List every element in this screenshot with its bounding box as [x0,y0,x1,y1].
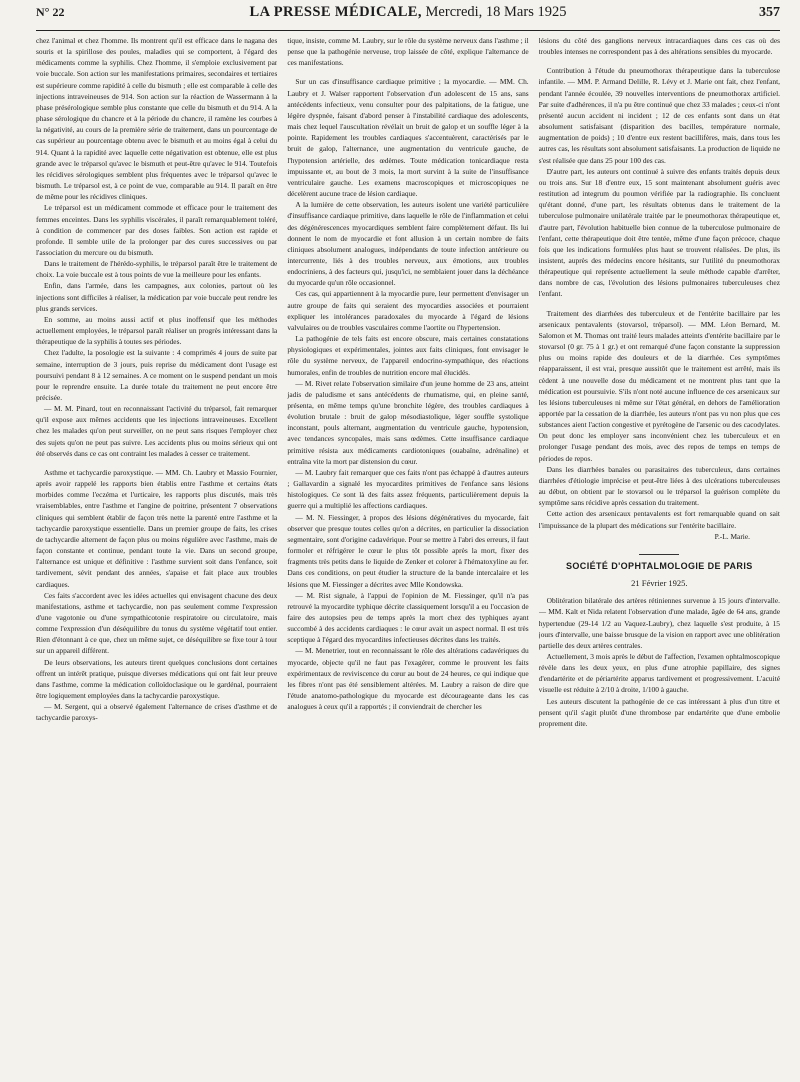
paragraph: Les auteurs discutent la pathogénie de ce cas intéressant à plus d'un titre et pensent qu'il s'agit plutôt d'une thrombose par endartérite que d'une embolie proprement dite. [538,696,780,728]
paragraph: La pathogénie de tels faits est encore obscure, mais certaines constatations physiologiques et expérimentales, jointes aux faits cliniques, font envisager le rôle du système nerveux, de l'appareil endocrino-sympathique, des réactions humorales, enfin de troubles de nutrition encore mal élucidés. [287,334,529,377]
page-number: 357 [759,5,780,20]
paragraph: chez l'animal et chez l'homme. Ils montrent qu'il est efficace dans le nagana des souris et la spirillose des poules, maladies qui se comportent, à l'égard des médicaments comme la syphilis. Chez l'homme, il s'emploie exclusivement par voie buccale. Son action sur les manifestations primaires, secondaires et tertiaires est supérieure comme rapidité à celle du bismuth ; elle est comparable à celle des injections intraveineuses de 914. Son action sur la réaction de Wassermann à la phase présérologique semble plus constante que celle du bismuth et du 914. A la phase sérologique du chancre et à la période du chancre, il ramène les courbes à la négativité, au cours de la première série de traitement, dans un pourcentage de cas supérieur au pourcentage obtenu avec le bismuth et au moins égal à celui du 914. Quant à la rapidité avec laquelle cette négativation est obtenue, elle est plus grande avec le tréparsol qu'avec le bismuth et peut-être qu'avec le 914. Toutefois les récidives sérologiques semblent plus fréquentes avec le tréparsol qu'avec le bismuth. Le tréparsol est, à ce point de vue, comparable au 914. Il paraît en être de même pour les récidives cliniques. [36,36,278,202]
section-date: 21 Février 1925. [631,578,688,589]
paragraph: — M. Rivet relate l'observation similaire d'un jeune homme de 23 ans, atteint jadis de paludisme et sans antécédents de rhumatisme, qui, en pleine santé, présenta, en même temps qu'une bronchite légère, des troubles cardiaques à évolution brutale : bruit de galop mésodiastolique, léger souffle systolique inconstant, pouls alternant, augmentation du ventricule gauche, hypotension, avec tendances syncopales, mais sans œdèmes. Cette insuffisance cardiaque primitive résista aux médicaments cardiotoniques (ouabaïne, adrénaline) et entraîna vite la mort par distension du cœur. [287,378,529,466]
paragraph: lésions du côté des ganglions nerveux intracardiaques dans ces cas où des troubles intenses ne correspondent pas à des altérations sensibles du myocarde. [538,36,780,57]
paragraph: — M. N. Fiessinger, à propos des lésions dégénératives du myocarde, fait observer que presque toutes celles qu'on a décrites, en particulier la dissociation segmentaire, sont d'origine cadavérique. Pour se mettre à l'abri des erreurs, il faut formoler et réfrigérer le cœur le plus tôt possible après la mort, fixer des fragments très petits dans le liquide de Zenker et colorer à l'hématoxyline au fer. Dans ces conditions, on peut étudier la structure de la bande intercalaire et les lésions que M. Fiessinger a décrites avec Mlle Kondowska. [287,512,529,589]
paragraph: De leurs observations, les auteurs tirent quelques conclusions dont certaines offrent un intérêt pratique, puisque diverses médications qui ont fait leur preuve dans l'asthme, comme la médication colloïdoclasique ou le gardénal, pourraient être logiquement employées dans la tachycardie paroxystique. [36,657,278,701]
paragraph-gap [539,300,780,308]
paragraph: Enfin, dans l'armée, dans les campagnes, aux colonies, partout où les injections sont difficiles à réaliser, la médication par voie buccale peut rendre les plus grands services. [36,281,278,313]
paragraph: Sur un cas d'insuffisance cardiaque primitive ; la myocardie. — MM. Ch. Laubry et J. Walser rapportent l'observation d'un adolescent de 15 ans, sans antécédents infectieux, venu consulter pour des palpitations, de la fatigue, une légère dyspnée, faisant d'abord penser à l'instabilité cardiaque des adolescents, mais chez lequel l'auscultation révélait un bruit de galop et un souffle léger à la pointe. Rapidement les troubles cardiaques s'accentuèrent, caractérisés par le bruit de galop, l'alternance, une augmentation du ventricule gauche, de l'hypotension artérielle, des œdèmes. Toute médication tonicardiaque resta impuissante et, au bout de 3 mois, la mort survint à la suite de l'insuffisance ventriculaire gauche. Les examens macroscopiques et microscopiques ne décelèrent aucune trace de lésion cardiaque. [287,77,529,199]
paragraph: D'autre part, les auteurs ont continué à suivre des enfants traités depuis deux ou trois ans. Sur 18 d'entre eux, 15 sont maintenant absolument guéris avec restitution ad integrum du poumon vérifiée par la radiographie. Ils concluent qu'étant donné, d'une part, les résultats obtenus dans le traitement de la tuberculose pulmonaire unilatérale traitée par le pneumothorax thérapeutique et, d'autre part, l'évolution habituelle bien connue de la tuberculose pulmonaire de l'enfant, cette thérapeutique doit être tentée, même d'une façon précoce, chaque fois que les indications formulées plus haut se trouvent réalisées. De plus, ils insistent, auprès des médecins encore hésitants, sur l'utilité du pneumothorax thérapeutique qui représente actuellement la seule méthode capable d'arrêter, dans nombre de cas, l'évolution des lésions pulmonaires tuberculeuses chez l'enfant. [538,166,780,299]
paragraph: Cette action des arsenicaux pentavalents est fort remarquable quand on sait l'impuissance de la plupart des médications sur l'entérite bacillaire. [538,509,780,530]
masthead [96,4,720,21]
paragraph-gap [287,68,528,76]
section-title: SOCIÉTÉ D'OPHTALMOLOGIE DE PARIS [566,560,753,571]
paragraph: — M. Rist signale, à l'appui de l'opinion de M. Fiessinger, qu'il n'a pas retrouvé la myocardite typhique décrite classiquement lorsqu'il a eu l'occasion de faire des autopsies peu de temps après la mort chez des typhiques ayant succombé à des accidents cardiaques : le cœur avait un aspect normal. Il est très sceptique à l'égard des myocardites infectieuses décrites dans les traités. [287,590,529,645]
paragraph: — M. M. Pinard, tout en reconnaissant l'activité du tréparsol, fait remarquer qu'il expose aux mêmes accidents que les injections intraveineuses. Excellent chez les malades qu'on peut surveiller, on ne peut sans risques l'employer chez des sujets qu'on ne peut pas suivre. Les accidents plus ou moins sérieux qui ont été observés dans ce cas ont contraint les malades à cesser ce traitement. [36,404,278,458]
paragraph: Dans les diarrhées banales ou parasitaires des tuberculeux, dans certaines diarrhées d'étiologie imprécise et peut-être liées à des ulcérations tuberculeuses au début, on obtient par le stovarsol ou le tréparsol la guérison complète du symptôme sans récidive après cessation du traitement. [538,464,780,508]
paragraph-gap [539,57,780,65]
paragraph: Traitement des diarrhées des tuberculeux et de l'entérite bacillaire par les arsenicaux pentavalents (stovarsol, tréparsol). — MM. Léon Bernard, M. Salomon et M. Thomas ont traité leurs malades atteints d'entérite bacillaire par le stovarsol (0 gr. 75 à 1 gr.) et ont remarqué d'une façon constante la suppression plus ou moins rapide des douleurs et de la diarrhée. Ces symptômes réapparaissent, il est vrai, presque aussitôt que le traitement est arrêté, mais ils cèdent à une nouvelle dose du médicament et ne montrent plus tant que la médication est poursuivie. S'ils n'ont noté aucune influence de ces arsenicaux sur les lésions tuberculeuses ni même sur l'état général, en dehors de l'amélioration apportée par la cessation de la diarrhée, les auteurs n'ont pas vu non plus que ces substances aient l'action congestive et pyrétogène de l'arsenic ou des cacodylates. On peut donc les employer sans inconvénient chez les tuberculeux et en prolonger l'usage pendant des mois, avec des repos de temps en temps de périodes de repos. [538,308,780,463]
issue-number: N° 22 [36,5,65,19]
paragraph: Ces cas, qui appartiennent à la myocardie pure, leur permettent d'envisager un autre groupe de faits qui seraient des myocardies associées et pourraient expliquer les intolérances paradoxales du myocarde à l'égard de lésions valvulaires ou de troubles vasculaires comme l'aortite ou l'hypertension. [287,289,529,332]
issue-date: Mercredi, 18 Mars 1925 [425,4,567,20]
journal-title: LA PRESSE MÉDICALE, [249,4,422,20]
page-header [36,4,780,31]
paragraph: Chez l'adulte, la posologie est la suivante : 4 comprimés 4 jours de suite par semaine, interruption de 3 jours, puis reprise du médicament dont l'usage est poursuivi pendant 8 à 12 semaines. A ce moment on le suspend pendant un mois pour le reprendre ensuite. La durée totale du traitement ne peut encore être précisée. [36,348,278,402]
column-left [36,35,277,1079]
paragraph: Dans le traitement de l'hérédo-syphilis, le tréparsol paraît être le traitement de choix. La voie buccale est à tous points de vue la meilleure pour les enfants. [36,259,278,280]
paragraph: tique, insiste, comme M. Laubry, sur le rôle du système nerveux dans l'asthme ; il pense que la pathogénie nerveuse, trop laissée de côté, explique l'alternance de ces manifestations. [287,36,529,68]
paragraph: Contribution à l'étude du pneumothorax thérapeutique dans la tuberculose infantile. — MM. P. Armand Delille, R. Lévy et J. Marie ont fait, chez l'enfant, pendant l'année écoulée, 39 nouvelles interventions de pneumothorax artificiel. Par suite d'adhérences, il n'a pu être continué que chez 33 malades ; ceux-ci n'ont présenté aucun accident ni incident ; 12 de ces enfants sont dans un état absolument satisfaisant (disparition des bacilles, température normale, augmentation de poids) ; 10 d'entre eux restent bacillifères, mais, dans tous les autres cas, les résultats sont absolument satisfaisants. La production de liquide ne s'est réalisée que dans 25 pour 100 des cas. [538,66,780,165]
paragraph: Asthme et tachycardie paroxystique. — MM. Ch. Laubry et Massio Fournier, après avoir rappelé les rapports bien établis entre l'asthme et certains états morbides comme l'eczéma et l'urticaire, les rapports plus discutés, mais très vraisemblables, entre l'asthme et l'angine de poitrine, présentent 7 observations cliniques qui semblent établir de façon très nette la parenté entre l'asthme et la tachycardie paroxystique essentielle. Dans un premier groupe de faits, les crises de tachycardie alternent de façon plus ou moins régulière avec l'asthme, mais de façon constante et continue, pendant toute la vie. Dans un second groupe, l'alternance est unique et définitive : l'asthme survient soit dans l'enfance, soit tardivement, sévit pendant des années, s'apaise et fait place aux troubles cardiaques. [36,467,278,589]
paragraph: — M. Laubry fait remarquer que ces faits n'ont pas échappé à d'autres auteurs ; Gallavardin a signalé les myocardites primitives de l'enfance sans lésions histologiques. Ce sont là des faits assez fréquents, particulièrement depuis la guerre qui a multiplié les affections cardiaques. [287,467,529,511]
column-right [539,35,780,1079]
section-divider [639,554,679,555]
paragraph: Ces faits s'accordent avec les idées actuelles qui envisagent chacune des deux manifestations, asthme et tachycardie, non pas seulement comme l'expression d'une vagotonie ou d'une sympathicotonie respiratoire ou circulatoire, mais comme l'expression d'un déséquilibre du tonus du système végétatif tout entier. Rien d'étonnant à ce que, chez un même sujet, ce déséquilibre se fixe tour à tour sur un appareil différent. [36,590,278,656]
paragraph-gap [36,459,277,467]
paragraph: Actuellement, 3 mois après le début de l'affection, l'examen ophtalmoscopique révèle dans les deux yeux, en plus d'une atrophie papillaire, des signes d'endartérite et de périartérite apparus tardivement et progressivement. L'acuité visuelle est réduite à 2/10 à droite, 1/100 à gauche. [538,651,780,695]
paragraph: — M. Menetrier, tout en reconnaissant le rôle des altérations cadavériques du myocarde, objecte qu'il ne faut pas l'exagérer, comme le prouvent les faits expérimentaux de reviviscence du cœur au bout de 24 heures, ce qui indique que les fibres n'ont pas été sensiblement altérées. M. Laubry a raison de dire que l'étude anatomo-pathologique du myocarde est décourageante dans les cas analogues à ceux qu'il a rapportés ; il conviendrait de chercher les [287,646,529,712]
text-columns [36,35,780,1079]
paragraph: — M. Sergent, qui a observé également l'alternance de crises d'asthme et de tachycardie paroxys- [36,702,278,723]
paragraph: Oblitération bilatérale des artères rétiniennes survenue à 15 jours d'intervalle. — MM. Kalt et Nida relatent l'observation d'une malade, âgée de 64 ans, grande hypertendue (29-14 1/2 au Vaquez-Laubry), chez laquelle s'est produite, à 15 jours d'intervalle, une baisse brusque de la vision en rapport avec une oblitération partielle des deux artères centrales. [538,596,780,650]
author-signature: P.-L. Marie. [714,531,750,541]
column-middle [287,35,528,1079]
paragraph: En somme, au moins aussi actif et plus inoffensif que les méthodes actuellement employées, le tréparsol paraît réaliser un progrès intéressant dans la thérapeutique de la syphilis à toutes ses périodes. [36,314,278,347]
paragraph: Le tréparsol est un médicament commode et efficace pour le traitement des femmes enceintes. Dans les syphilis viscérales, il paraît remarquablement toléré, à condition de commencer par des doses faibles. Son action est rapide et profonde. Il semble utile de la prolonger par des cures successives ou par l'association du mercure ou du bismuth. [36,203,278,257]
paragraph: A la lumière de cette observation, les auteurs isolent une variété particulière d'insuffisance cardiaque primitive, dans laquelle le rôle de l'inflammation et celui des dégénérescences myocardiques semblent faire complètement défaut. Ils lui donnent le nom de myocardie et font allusion à un certain nombre de faits cliniques absolument analogues, indépendants de toute infection antérieure ou intercurrente, liés à des troubles nerveux, aux émotions, aux troubles endocriniens, à des facteurs qui, jusqu'ici, ne semblaient jouer dans la déchéance du myocarde qu'un rôle occasionnel. [287,200,529,288]
